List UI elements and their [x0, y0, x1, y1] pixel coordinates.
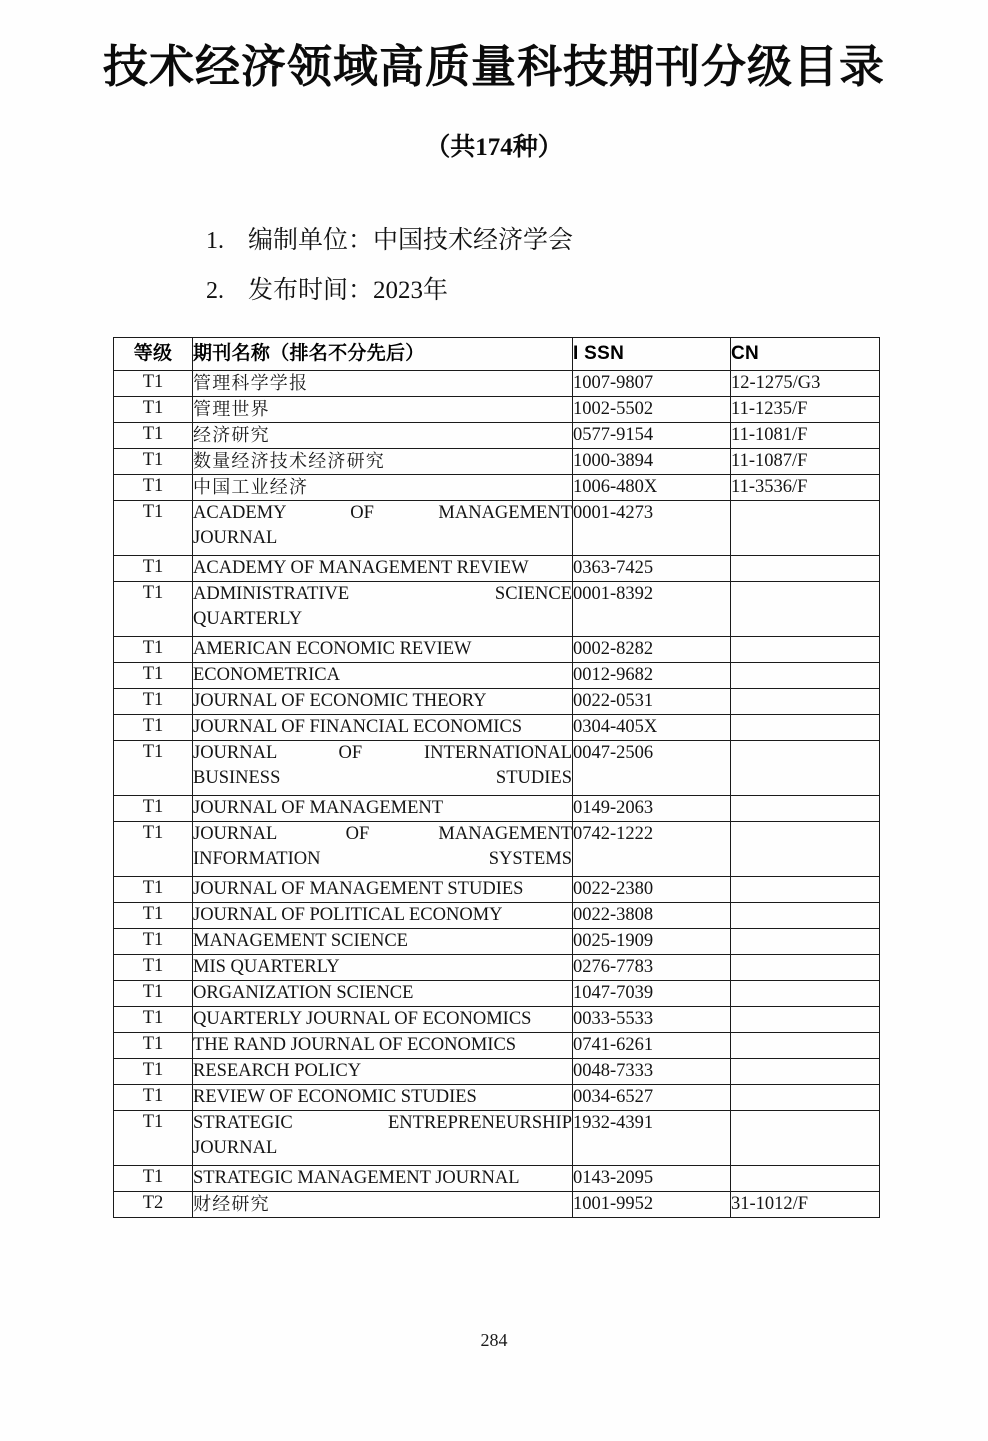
cell-journal-name: MIS QUARTERLY [193, 955, 573, 981]
journal-name-line-1: ADMINISTRATIVE SCIENCE [193, 584, 572, 604]
cell-issn: 1007-9807 [573, 371, 731, 397]
table-row [114, 877, 880, 903]
cell-rank: T1 [114, 423, 193, 449]
cell-journal-name: JOURNAL OF ECONOMIC THEORY [193, 689, 573, 715]
journal-name-line-1: JOURNAL OF MANAGEMENT [193, 824, 572, 844]
cell-issn: 1001-9952 [573, 1192, 731, 1218]
cell-cn [731, 903, 880, 929]
table-row [114, 689, 880, 715]
cell-issn: 0048-7333 [573, 1059, 731, 1085]
cell-issn: 0022-0531 [573, 689, 731, 715]
cell-rank: T1 [114, 1007, 193, 1033]
cell-issn: 0047-2506 [573, 741, 731, 796]
table-row [114, 903, 880, 929]
table-row [114, 955, 880, 981]
table-row [114, 582, 880, 637]
cell-journal-name: ACADEMY OF MANAGEMENT REVIEW [193, 556, 573, 582]
cell-cn [731, 929, 880, 955]
cell-rank: T1 [114, 981, 193, 1007]
table-header-row [114, 338, 880, 371]
cell-issn: 0022-3808 [573, 903, 731, 929]
journal-table [113, 337, 880, 1218]
cell-cn [731, 663, 880, 689]
cell-rank: T1 [114, 1059, 193, 1085]
cell-rank: T1 [114, 556, 193, 582]
cell-rank: T1 [114, 877, 193, 903]
page-subtitle: （共174种） [425, 134, 563, 161]
metadata-list [206, 216, 906, 316]
table-row [114, 1111, 880, 1166]
cell-cn [731, 556, 880, 582]
cell-issn: 0025-1909 [573, 929, 731, 955]
cell-journal-name: JOURNAL OF POLITICAL ECONOMY [193, 903, 573, 929]
metadata-item-2-number: 2. [206, 278, 224, 304]
cell-issn: 0012-9682 [573, 663, 731, 689]
cell-journal-name: AMERICAN ECONOMIC REVIEW [193, 637, 573, 663]
table-row [114, 663, 880, 689]
metadata-item-2 [206, 266, 906, 316]
journal-name-line-2: JOURNAL [193, 528, 278, 548]
cell-rank: T1 [114, 796, 193, 822]
cell-rank: T1 [114, 1111, 193, 1166]
cell-journal-name: MANAGEMENT SCIENCE [193, 929, 573, 955]
table-row [114, 371, 880, 397]
cell-rank: T1 [114, 1085, 193, 1111]
cell-rank: T1 [114, 1166, 193, 1192]
cell-journal-name [193, 741, 573, 796]
cell-rank: T1 [114, 475, 193, 501]
cell-issn: 0022-2380 [573, 877, 731, 903]
table-row [114, 981, 880, 1007]
column-header-issn: I SSN [573, 338, 731, 371]
journal-name-line-1: ACADEMY OF MANAGEMENT [193, 503, 572, 523]
cell-rank: T1 [114, 929, 193, 955]
cell-issn: 1002-5502 [573, 397, 731, 423]
cell-cn [731, 822, 880, 877]
cell-cn: 12-1275/G3 [731, 371, 880, 397]
cell-cn: 11-1235/F [731, 397, 880, 423]
table-row [114, 501, 880, 556]
table-row [114, 556, 880, 582]
cell-issn: 0304-405X [573, 715, 731, 741]
column-header-cn: CN [731, 338, 880, 371]
cell-journal-name [193, 582, 573, 637]
page-title: 技术经济领域高质量科技期刊分级目录 [102, 42, 885, 92]
cell-journal-name: 管理科学学报 [193, 371, 573, 397]
cell-journal-name: THE RAND JOURNAL OF ECONOMICS [193, 1033, 573, 1059]
cell-issn: 0143-2095 [573, 1166, 731, 1192]
metadata-item-2-text: 发布时间：2023年 [248, 277, 449, 304]
table-row [114, 796, 880, 822]
table-row [114, 475, 880, 501]
journal-name-line-2: JOURNAL [193, 1138, 278, 1158]
cell-journal-name: JOURNAL OF MANAGEMENT STUDIES [193, 877, 573, 903]
table-row [114, 1007, 880, 1033]
cell-journal-name: ECONOMETRICA [193, 663, 573, 689]
table-row [114, 1033, 880, 1059]
journal-table-container [113, 337, 879, 1218]
table-header [114, 338, 880, 371]
cell-cn [731, 1111, 880, 1166]
cell-cn [731, 1059, 880, 1085]
metadata-item-1 [206, 216, 906, 266]
cell-journal-name: RESEARCH POLICY [193, 1059, 573, 1085]
cell-journal-name: 数量经济技术经济研究 [193, 449, 573, 475]
cell-journal-name [193, 822, 573, 877]
cell-issn: 0149-2063 [573, 796, 731, 822]
cell-issn: 1932-4391 [573, 1111, 731, 1166]
cell-journal-name: QUARTERLY JOURNAL OF ECONOMICS [193, 1007, 573, 1033]
table-row [114, 1085, 880, 1111]
cell-cn [731, 715, 880, 741]
cell-cn [731, 1007, 880, 1033]
cell-cn [731, 955, 880, 981]
table-row [114, 449, 880, 475]
cell-cn: 11-1081/F [731, 423, 880, 449]
table-row [114, 1059, 880, 1085]
cell-issn: 0034-6527 [573, 1085, 731, 1111]
cell-cn: 11-3536/F [731, 475, 880, 501]
cell-issn: 1006-480X [573, 475, 731, 501]
table-row [114, 929, 880, 955]
cell-rank: T1 [114, 955, 193, 981]
table-row [114, 423, 880, 449]
cell-journal-name: 财经研究 [193, 1192, 573, 1218]
cell-cn [731, 689, 880, 715]
cell-issn: 0002-8282 [573, 637, 731, 663]
cell-issn: 0741-6261 [573, 1033, 731, 1059]
cell-rank: T1 [114, 715, 193, 741]
cell-journal-name: 中国工业经济 [193, 475, 573, 501]
column-header-rank: 等级 [114, 338, 193, 371]
cell-cn [731, 1085, 880, 1111]
cell-issn: 0001-8392 [573, 582, 731, 637]
cell-issn: 0742-1222 [573, 822, 731, 877]
cell-issn: 1047-7039 [573, 981, 731, 1007]
metadata-item-1-text: 编制单位：中国技术经济学会 [248, 227, 574, 254]
cell-cn [731, 741, 880, 796]
cell-rank: T1 [114, 449, 193, 475]
table-row [114, 1166, 880, 1192]
journal-name-line-2: INFORMATION SYSTEMS [193, 849, 572, 869]
cell-cn: 31-1012/F [731, 1192, 880, 1218]
cell-rank: T1 [114, 822, 193, 877]
cell-cn [731, 637, 880, 663]
table-row [114, 397, 880, 423]
cell-journal-name [193, 501, 573, 556]
cell-cn [731, 1033, 880, 1059]
cell-cn: 11-1087/F [731, 449, 880, 475]
cell-journal-name: STRATEGIC MANAGEMENT JOURNAL [193, 1166, 573, 1192]
cell-journal-name: 经济研究 [193, 423, 573, 449]
cell-issn: 0001-4273 [573, 501, 731, 556]
column-header-journal-name: 期刊名称（排名不分先后） [193, 338, 573, 371]
table-row [114, 715, 880, 741]
cell-rank: T1 [114, 397, 193, 423]
cell-cn [731, 582, 880, 637]
cell-rank: T2 [114, 1192, 193, 1218]
cell-journal-name: ORGANIZATION SCIENCE [193, 981, 573, 1007]
table-row [114, 741, 880, 796]
cell-rank: T1 [114, 903, 193, 929]
cell-issn: 0276-7783 [573, 955, 731, 981]
cell-rank: T1 [114, 741, 193, 796]
journal-name-line-2: BUSINESS STUDIES [193, 768, 572, 788]
cell-issn: 0577-9154 [573, 423, 731, 449]
cell-rank: T1 [114, 689, 193, 715]
page-number: 284 [480, 1330, 508, 1350]
cell-journal-name: 管理世界 [193, 397, 573, 423]
table-row [114, 822, 880, 877]
metadata-item-1-number: 1. [206, 228, 224, 254]
cell-journal-name: REVIEW OF ECONOMIC STUDIES [193, 1085, 573, 1111]
cell-issn: 1000-3894 [573, 449, 731, 475]
cell-rank: T1 [114, 637, 193, 663]
table-row [114, 1192, 880, 1218]
cell-rank: T1 [114, 663, 193, 689]
cell-cn [731, 877, 880, 903]
cell-cn [731, 501, 880, 556]
cell-rank: T1 [114, 1033, 193, 1059]
cell-cn [731, 981, 880, 1007]
cell-issn: 0033-5533 [573, 1007, 731, 1033]
cell-rank: T1 [114, 501, 193, 556]
cell-journal-name: JOURNAL OF MANAGEMENT [193, 796, 573, 822]
cell-journal-name [193, 1111, 573, 1166]
cell-cn [731, 796, 880, 822]
cell-cn [731, 1166, 880, 1192]
cell-rank: T1 [114, 582, 193, 637]
journal-name-line-2: QUARTERLY [193, 609, 303, 629]
cell-issn: 0363-7425 [573, 556, 731, 582]
cell-rank: T1 [114, 371, 193, 397]
cell-journal-name: JOURNAL OF FINANCIAL ECONOMICS [193, 715, 573, 741]
journal-name-line-1: JOURNAL OF INTERNATIONAL [193, 743, 572, 763]
table-row [114, 637, 880, 663]
table-body [114, 371, 880, 1218]
journal-name-line-1: STRATEGIC ENTREPRENEURSHIP [193, 1113, 572, 1133]
